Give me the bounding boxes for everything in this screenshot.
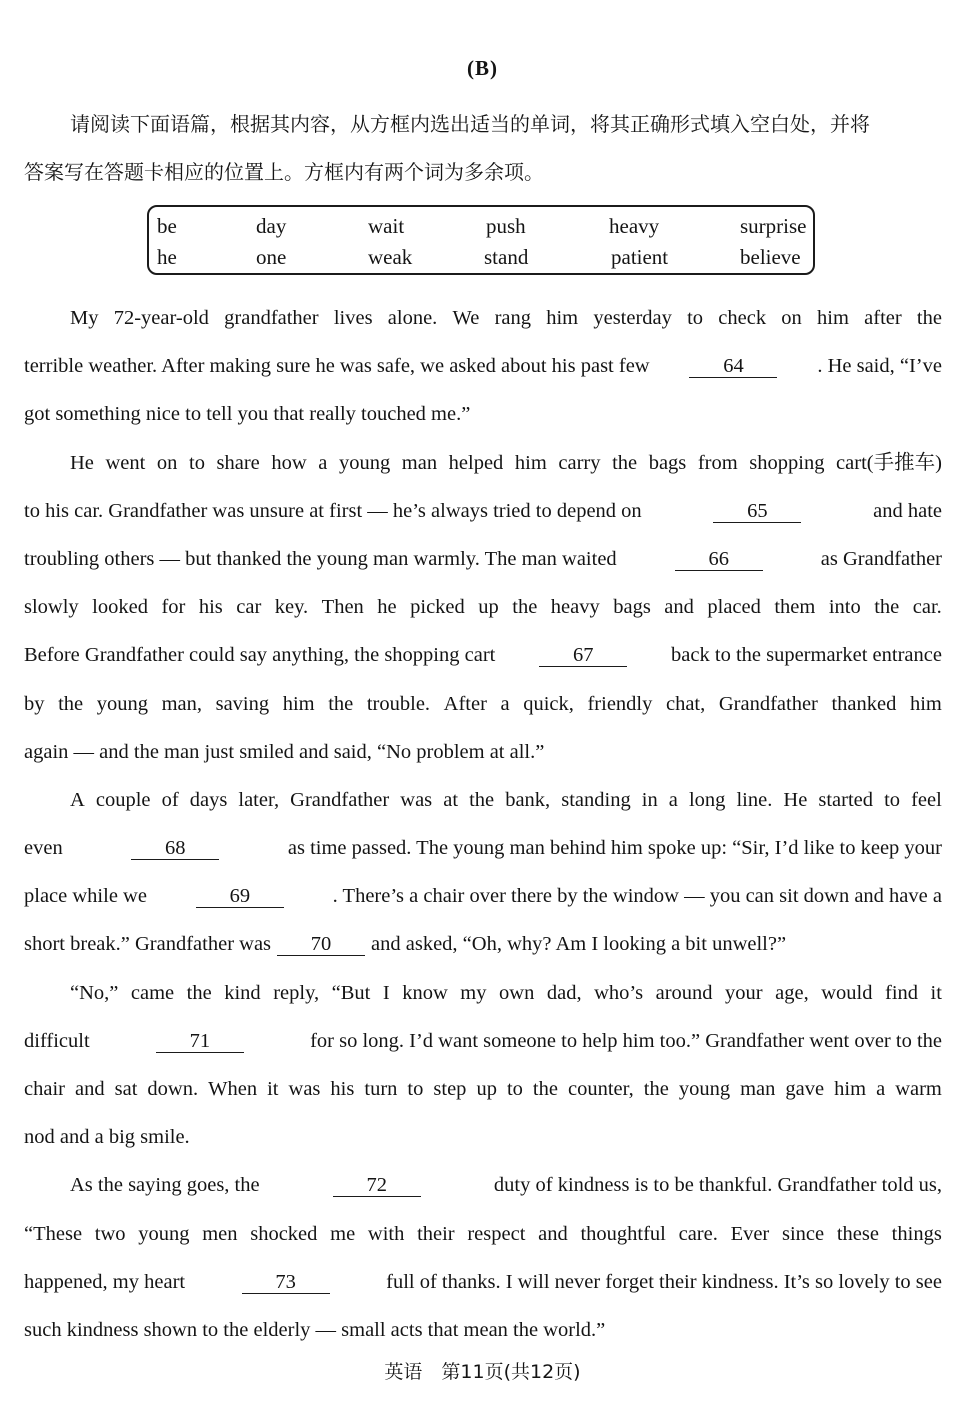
passage-word: later, [238, 788, 280, 811]
passage-word: Grandfather [718, 692, 818, 715]
passage-word: yesterday [593, 307, 672, 329]
passage-word: the [512, 596, 538, 619]
passage-word: around [655, 981, 713, 1004]
passage-word: carry [558, 451, 601, 474]
passage-line [24, 439, 942, 487]
passage-word: saving [215, 692, 270, 715]
passage-word: sat [114, 1078, 138, 1100]
passage-word: my [460, 981, 487, 1004]
instructions-line-1: 请阅读下面语篇，根据其内容，从方框内选出适当的单词，将其正确形式填入空白处，并将 [70, 112, 870, 136]
passage-word: these [836, 1222, 879, 1245]
passage-word: started [818, 788, 874, 811]
passage-word: car. [912, 596, 942, 619]
passage-word: car [236, 596, 262, 619]
section-title: (B) [467, 56, 498, 80]
passage-text: again — and the man just smiled and said, “No problem at all.” [24, 740, 545, 763]
blank-72[interactable]: 72 [333, 1175, 421, 1197]
passage-word: warm [895, 1078, 942, 1100]
passage-word: how [271, 451, 307, 474]
passage-line [24, 1161, 942, 1209]
passage-word: cart(手推车) [836, 451, 942, 474]
passage-text: happened, my heart [24, 1270, 186, 1293]
passage-word: it [930, 981, 942, 1004]
passage-text: nod and a big smile. [24, 1126, 190, 1149]
passage-word: his [198, 596, 223, 619]
passage-word: was [288, 1078, 321, 1100]
passage-word: trouble. [366, 692, 431, 715]
passage-line [24, 969, 942, 1017]
blank-64[interactable]: 64 [689, 356, 777, 378]
passage-word: to [884, 788, 901, 811]
passage-line [24, 1258, 942, 1306]
passage-word: the [532, 1078, 558, 1100]
passage-word: standing [561, 788, 631, 811]
passage-word: on [781, 307, 802, 329]
passage-line [24, 872, 942, 920]
passage-word: for [161, 596, 186, 619]
passage-word: in [641, 788, 658, 811]
blank-69[interactable]: 69 [196, 886, 284, 908]
passage-text: As the saying goes, the [70, 1174, 260, 1197]
passage-word: young [96, 692, 148, 715]
passage-word: him [817, 307, 849, 329]
passage-line [24, 824, 942, 872]
passage-word: to [189, 451, 205, 474]
passage-text: as time passed. The young man behind him spoke up: “Sir, I’d like to keep your [287, 837, 942, 860]
passage-text: full of thanks. I will never forget their kindness. It’s so lovely to see [386, 1270, 942, 1293]
passage-word: the [186, 981, 212, 1004]
passage-line [24, 294, 942, 342]
passage [24, 294, 942, 1354]
passage-word: find [885, 981, 919, 1004]
passage-word: was [400, 788, 433, 811]
passage-text: . There’s a chair over there by the window — you can sit down and have a [332, 885, 942, 908]
passage-word: slowly [24, 596, 79, 619]
passage-word: it [267, 1078, 279, 1100]
passage-word: looked [92, 596, 148, 619]
passage-line [24, 1306, 942, 1354]
passage-text: terrible weather. After making sure he was safe, we asked about his past few [24, 355, 650, 378]
passage-word: by [24, 692, 45, 715]
passage-word: thanked [831, 692, 897, 715]
passage-text: got something nice to tell you that really touched me.” [24, 403, 471, 426]
passage-word: Grandfather [290, 788, 390, 811]
passage-word: bags [613, 596, 651, 619]
word-option: he [157, 245, 177, 269]
word-option: heavy [609, 214, 660, 238]
passage-text: even [24, 837, 63, 860]
page-footer: 英语 第11页(共12页) [384, 1361, 581, 1383]
passage-word: “These [24, 1222, 83, 1245]
passage-word: since [781, 1222, 825, 1245]
passage-word: from [697, 451, 738, 474]
passage-word: at [443, 788, 459, 811]
word-option: wait [368, 214, 405, 238]
word-option: one [256, 245, 287, 269]
passage-line [24, 487, 942, 535]
passage-word: care. [678, 1222, 718, 1245]
passage-word: shocked [250, 1222, 318, 1245]
passage-word: placed [707, 596, 761, 619]
passage-word: turn [364, 1078, 398, 1100]
passage-word: grandfather [224, 307, 319, 329]
passage-word: a [876, 1078, 886, 1100]
passage-word: young [678, 1078, 731, 1100]
passage-word: Then [321, 596, 364, 619]
passage-line [24, 535, 942, 583]
passage-text: Before Grandfather could say anything, the shopping cart [24, 644, 496, 667]
passage-word: A [70, 788, 85, 811]
passage-text: for so long. I’d want someone to help him too.” Grandfather went over to the [310, 1029, 942, 1052]
passage-word: two [94, 1222, 126, 1245]
word-option: be [157, 214, 177, 238]
passage-line [24, 390, 942, 438]
passage-word: He [70, 451, 94, 474]
passage-word: I [382, 981, 390, 1004]
passage-line [24, 920, 942, 968]
passage-text: and asked, “Oh, why? Am I looking a bit unwell?” [371, 933, 787, 956]
blank-66[interactable]: 66 [675, 549, 763, 571]
passage-word: would [821, 981, 873, 1004]
passage-word: lives [333, 307, 373, 329]
passage-line [24, 776, 942, 824]
passage-text: place while we [24, 885, 147, 908]
word-option: stand [484, 245, 529, 269]
passage-word: came [130, 981, 175, 1004]
passage-word: age, [775, 981, 809, 1004]
passage-text: such kindness shown to the elderly — small acts that mean the world.” [24, 1318, 606, 1341]
instructions [24, 100, 942, 196]
passage-line [24, 583, 942, 631]
passage-text: . He said, “I’ve [817, 355, 942, 378]
blank-65[interactable]: 65 [713, 501, 801, 523]
passage-word: chat, [665, 692, 706, 715]
instructions-line-2: 答案写在答题卡相应的位置上。方框内有两个词为多余项。 [24, 160, 544, 184]
passage-word: who’s [594, 981, 644, 1004]
passage-word: man [401, 451, 438, 474]
passage-word: gave [785, 1078, 825, 1100]
passage-word: friendly [587, 692, 653, 715]
passage-word: a [318, 451, 328, 474]
passage-line [24, 1210, 942, 1258]
passage-word: bags [648, 451, 687, 474]
passage-word: dad, [546, 981, 582, 1004]
passage-word: a [668, 788, 678, 811]
passage-word: We [452, 307, 480, 329]
passage-word: man, [161, 692, 202, 715]
passage-line [24, 680, 942, 728]
passage-word: picked [410, 596, 465, 619]
blank-73[interactable]: 73 [242, 1272, 330, 1294]
passage-line [24, 342, 942, 390]
passage-text: short break.” Grandfather was [24, 933, 272, 956]
passage-word: bank, [505, 788, 551, 811]
passage-word: to [506, 1078, 523, 1100]
passage-word: shopping [749, 451, 825, 474]
passage-word: “But [331, 981, 371, 1004]
passage-word: couple [95, 788, 151, 811]
passage-word: counter, [567, 1078, 634, 1100]
passage-word: alone. [387, 307, 438, 329]
passage-word: days [189, 788, 228, 811]
passage-word: “No,” [70, 981, 119, 1004]
passage-word: their [417, 1222, 455, 1245]
blank-70[interactable]: 70 [277, 934, 365, 956]
passage-word: me [330, 1222, 356, 1245]
passage-word: on [156, 451, 178, 474]
passage-word: After [443, 692, 487, 715]
passage-word: step [433, 1078, 467, 1100]
word-box [147, 205, 815, 275]
word-option: believe [740, 245, 801, 269]
passage-word: to [687, 307, 704, 329]
passage-word: check [718, 307, 767, 329]
passage-word: and [75, 1078, 105, 1100]
passage-word: know [402, 981, 448, 1004]
passage-word: of [161, 788, 179, 811]
passage-line [24, 1017, 942, 1065]
passage-word: kind [224, 981, 261, 1004]
passage-word: line. [736, 788, 773, 811]
passage-word: went [105, 451, 146, 474]
word-option: push [486, 214, 526, 238]
passage-text: duty of kindness is to be thankful. Grandfather told us, [493, 1174, 942, 1197]
passage-word: him [282, 692, 315, 715]
passage-word: reply, [273, 981, 320, 1004]
passage-word: heavy [550, 596, 600, 619]
passage-word: a [500, 692, 510, 715]
word-option: patient [611, 245, 669, 269]
passage-word: the [643, 1078, 669, 1100]
passage-word: him [909, 692, 942, 715]
passage-line [24, 1113, 942, 1161]
word-option: surprise [740, 214, 807, 238]
passage-word: share [216, 451, 260, 474]
passage-word: up [476, 1078, 497, 1100]
passage-text: back to the supermarket entrance [671, 644, 942, 667]
passage-word: the [469, 788, 495, 811]
blank-67[interactable]: 67 [539, 645, 627, 667]
passage-word: after [864, 307, 902, 329]
passage-word: long [688, 788, 726, 811]
passage-line [24, 1065, 942, 1113]
passage-line [24, 631, 942, 679]
passage-word: him [546, 307, 579, 329]
passage-word: to [407, 1078, 424, 1100]
blank-68[interactable]: 68 [131, 838, 219, 860]
passage-word: him [834, 1078, 867, 1100]
passage-word: feel [911, 788, 942, 811]
passage-word: thoughtful [580, 1222, 666, 1245]
passage-word: He [783, 788, 808, 811]
passage-word: them [774, 596, 816, 619]
passage-word: into [828, 596, 861, 619]
passage-text: to his car. Grandfather was unsure at first — he’s always tried to depend on [24, 499, 642, 522]
passage-word: his [330, 1078, 355, 1100]
passage-word: the [612, 451, 638, 474]
passage-word: the [58, 692, 84, 715]
passage-word: the [916, 307, 942, 329]
word-option: day [256, 214, 287, 238]
passage-word: quick, [523, 692, 574, 715]
passage-word: your [725, 981, 763, 1004]
passage-line [24, 728, 942, 776]
passage-word: him [514, 451, 547, 474]
passage-word: respect [467, 1222, 526, 1245]
passage-word: down. [147, 1078, 199, 1100]
passage-word: the [328, 692, 354, 715]
passage-word: things [891, 1222, 942, 1245]
word-option: weak [368, 245, 413, 269]
passage-word: When [208, 1078, 258, 1100]
passage-text: and hate [873, 499, 942, 522]
passage-word: he [377, 596, 397, 619]
passage-text: troubling others — but thanked the young man warmly. The man waited [24, 547, 617, 570]
passage-word: men [202, 1222, 238, 1245]
passage-word: 72-year-old [113, 307, 209, 329]
passage-word: Ever [730, 1222, 770, 1245]
passage-word: with [367, 1222, 405, 1245]
passage-word: My [70, 307, 99, 329]
passage-word: rang [494, 307, 531, 329]
passage-word: key. [274, 596, 309, 619]
passage-word: chair [24, 1078, 65, 1100]
passage-text: difficult [24, 1029, 90, 1052]
passage-word: up [478, 596, 499, 619]
passage-word: young [138, 1222, 190, 1245]
passage-word: helped [448, 451, 504, 474]
passage-word: the [874, 596, 900, 619]
passage-word: man [740, 1078, 776, 1100]
passage-word: young [338, 451, 391, 474]
passage-word: and [664, 596, 694, 619]
passage-text: as Grandfather [820, 547, 942, 570]
passage-word: own [499, 981, 535, 1004]
blank-71[interactable]: 71 [156, 1031, 244, 1053]
passage-word: and [538, 1222, 568, 1245]
